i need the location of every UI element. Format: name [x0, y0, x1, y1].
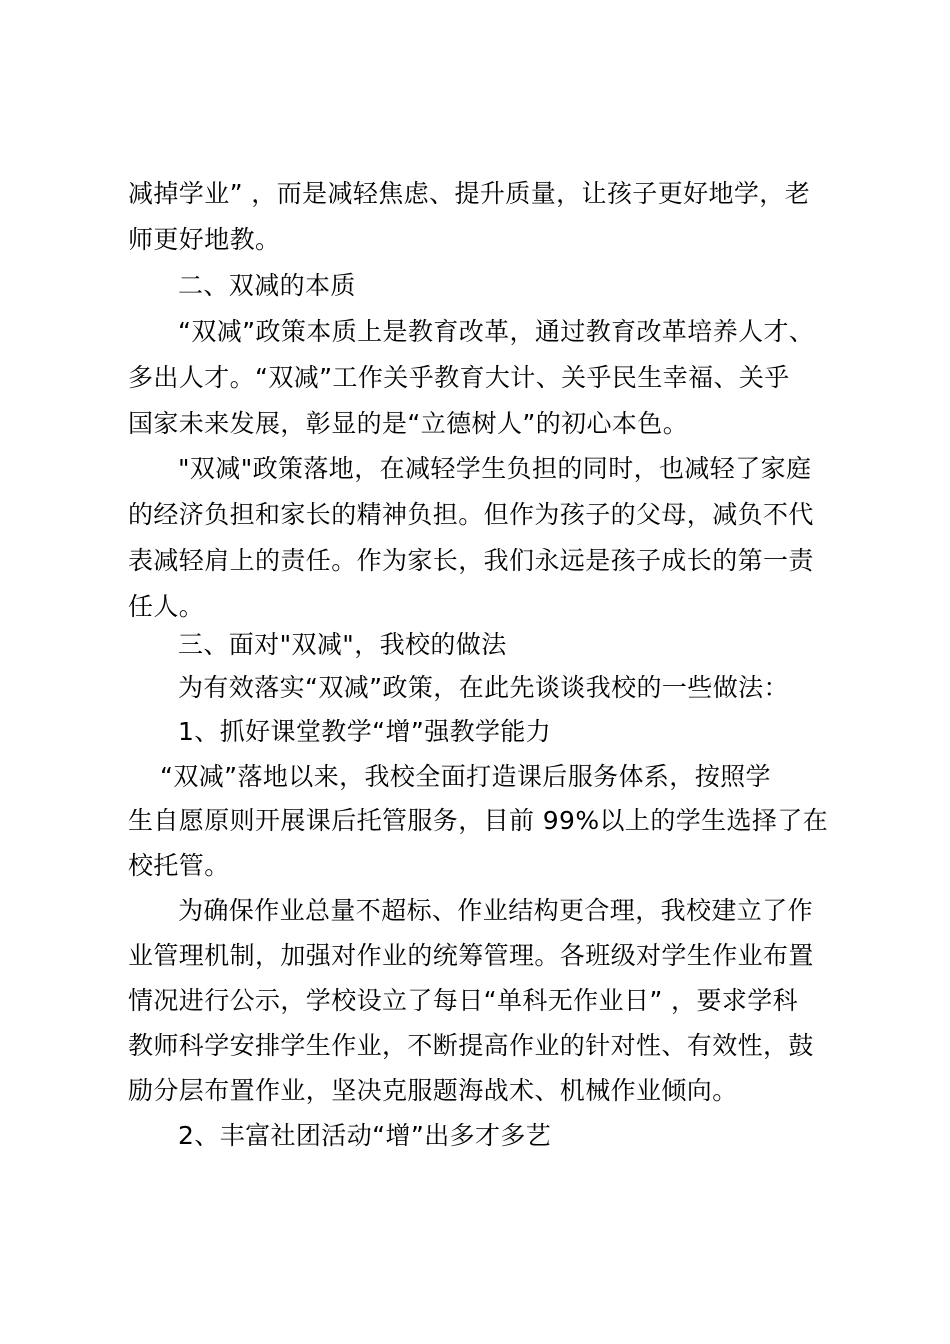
text-line: 的经济负担和家长的精神负担。但作为孩子的父母，减负不代: [128, 500, 814, 529]
text-line: 为确保作业总量不超标、作业结构更合理，我校建立了作: [178, 896, 814, 925]
text-line: “双减”落地以来，我校全面打造课后服务体系，按照学: [160, 762, 771, 791]
text-line: 为有效落实“双减”政策，在此先谈谈我校的一些做法：: [178, 673, 789, 702]
text-line: 国家未来发展，彰显的是“立德树人”的初心本色。: [128, 409, 689, 438]
text-line: "双减"政策落地，在减轻学生负担的同时，也减轻了家庭: [178, 454, 812, 483]
subsection-heading: 2、丰富社团活动“增”出多才多艺: [178, 1121, 552, 1150]
text-line: 生自愿原则开展课后托管服务，目前 99%以上的学生选择了在: [128, 806, 829, 835]
text-line: 校托管。: [128, 851, 230, 880]
subsection-heading: 1、抓好课堂教学“增”强教学能力: [178, 717, 552, 746]
section-heading: 二、双减的本质: [178, 271, 356, 300]
text-line: 励分层布置作业，坚决克服题海战术、机械作业倾向。: [128, 1076, 738, 1105]
text-line: 多出人才。“双减”工作关乎教育大计、关乎民生幸福、关乎: [128, 363, 790, 392]
text-line: 情况进行公示，学校设立了每日“单科无作业日” ，要求学科: [128, 986, 799, 1015]
text-line: 任人。: [128, 592, 205, 621]
text-line: “双减”政策本质上是教育改革，通过教育改革培养人才、: [178, 317, 815, 346]
section-heading: 三、面对"双减"，我校的做法: [178, 630, 507, 659]
text-line: 业管理机制，加强对作业的统筹管理。各班级对学生作业布置: [128, 941, 814, 970]
text-line: 师更好地教。: [128, 225, 281, 254]
text-line: 减掉学业” ，而是减轻焦虑、提升质量，让孩子更好地学，老: [128, 179, 811, 208]
text-line: 教师科学安排学生作业，不断提高作业的针对性、有效性，鼓: [128, 1031, 814, 1060]
text-line: 表减轻肩上的责任。作为家长，我们永远是孩子成长的第一责: [128, 546, 814, 575]
